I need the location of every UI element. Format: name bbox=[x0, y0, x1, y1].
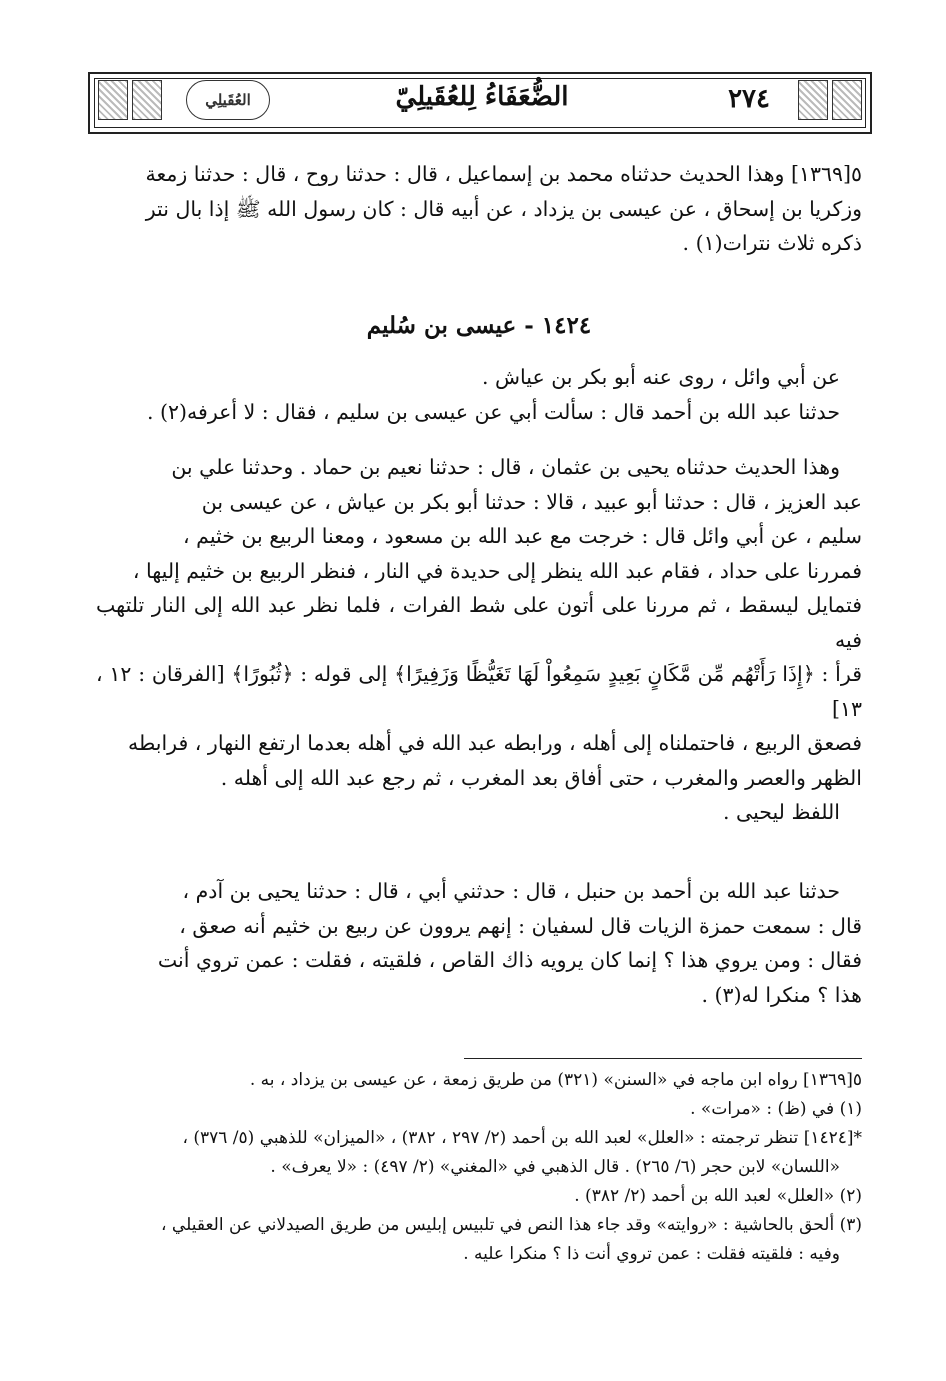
entry-paragraph-4: اللفظ ليحيى . bbox=[722, 800, 840, 824]
footnotes-block bbox=[96, 1066, 862, 1269]
entry-p3-line-2: عبد العزيز ، قال : حدثنا أبو عبيد ، قالا : حدثنا أبو بكر بن عياش ، عن عيسى بن bbox=[201, 489, 862, 514]
page-number: ٢٧٤ bbox=[728, 84, 770, 114]
entry-p3-line-7: فصعق الربيع ، فاحتملناه إلى أهله ، ورابطه عبد الله في أهله بعدما ارتفع النهار ، فرابطه bbox=[127, 731, 862, 755]
entry-p5-line-3: فقال : ومن يروي هذا ؟ إنما كان يرويه ذاك القاص ، فلقيته ، فقلت : عمن تروي أنت bbox=[157, 948, 862, 972]
entry-p5-line-4: هذا ؟ منكرا له(٣) . bbox=[701, 982, 862, 1007]
footnote-1: (١) في (ظ) : «مرات» . bbox=[690, 1099, 862, 1119]
entry-p3-line-6-quran: قرأ : ﴿إِذَا رَأَتْهُم مِّن مَّكَانٍ بَعِيدٍ سَمِعُواْ لَهَا تَغَيُّظًا وَزَفِيرًا﴾ إلى قوله : ﴿ثُبُورًا﴾ [الفرقان : ١٢ ، ١٣] bbox=[96, 662, 862, 721]
hadith-1369-line-2: وزكريا بن إسحاق ، عن عيسى بن يزداد ، عن أبيه قال : كان رسول الله ﷺ إذا بال نتر bbox=[145, 196, 862, 221]
entry-p3-line-4: فمررنا على حداد ، فقام عبد الله ينظر إلى حديدة في النار ، فنظر الربيع بن خثيم إليها ، bbox=[132, 558, 862, 583]
entry-p3-line-8: الظهر والعصر والمغرب ، حتى أفاق بعد المغرب ، ثم رجع عبد الله إلى أهله . bbox=[220, 765, 862, 790]
footnote-1369: ٥[١٣٦٩] رواه ابن ماجه في «السنن» (٣٢١) من طريق زمعة ، عن عيسى بن يزداد ، به . bbox=[249, 1070, 862, 1090]
entry-p3-line-5: فتمايل ليسقط ، ثم مررنا على أتون على شط الفرات ، فلما نظر عبد الله إلى النار تلتهب فيه bbox=[96, 593, 862, 652]
hadith-1369-block bbox=[96, 157, 862, 261]
entry-title: ١٤٢٤ - عيسى بن سُليم bbox=[366, 312, 592, 339]
entry-paragraph-1: عن أبي وائل ، روى عنه أبو بكر بن عياش . bbox=[481, 365, 840, 389]
page-header bbox=[88, 72, 872, 134]
header-seal-logo bbox=[186, 80, 270, 120]
header-ornament-right-inner bbox=[798, 80, 828, 120]
entry-p5-line-2: قال : سمعت حمزة الزيات قال لسفيان : إنهم يروون عن ربيع بن خثيم أنه صعق ، bbox=[179, 913, 862, 938]
entry-paragraph-3-block bbox=[96, 450, 862, 830]
header-ornament-right-outer bbox=[832, 80, 862, 120]
hadith-1369-line-1-text: وهذا الحديث حدثناه محمد بن إسماعيل ، قال : حدثنا روح ، قال : حدثنا زمعة bbox=[145, 162, 785, 186]
book-title: الضُّعَفَاءُ لِلعُقَيلِيّ bbox=[395, 82, 569, 112]
footnote-3-line-1: (٣) ألحق بالحاشية : «روايته» وقد جاء هذا النص في تلبيس إبليس من طريق الصيدلاني عن العقيلي ، bbox=[161, 1215, 862, 1235]
entry-paragraph-2: حدثنا عبد الله بن أحمد قال : سألت أبي عن عيسى بن سليم ، فقال : لا أعرفه(٢) . bbox=[146, 399, 840, 424]
footnote-1424-line-2: «اللسان» لابن حجر (٦/ ٢٦٥) . قال الذهبي في «المغني» (٢/ ٤٩٧) : «لا يعرف» . bbox=[270, 1157, 840, 1177]
footnote-3-line-2: وفيه : فلقيته فقلت : عمن تروي أنت ذا ؟ منكرا عليه . bbox=[463, 1244, 840, 1264]
footnote-2: (٢) «العلل» لعبد الله بن أحمد (٢/ ٣٨٢) . bbox=[574, 1186, 862, 1206]
entry-p5-line-1: حدثنا عبد الله بن أحمد بن حنبل ، قال : حدثني أبي ، قال : حدثنا يحيى بن آدم ، bbox=[182, 879, 840, 903]
entry-paragraph-5-block bbox=[96, 874, 862, 1012]
footnote-1424-line-1: *[١٤٢٤] تنظر ترجمته : «العلل» لعبد الله بن أحمد (٢/ ٢٩٧ ، ٣٨٢) ، «الميزان» للذهبي (٥/ ٣٧٦) ، bbox=[182, 1128, 862, 1148]
seal-text: العُقَيلِي bbox=[205, 91, 251, 109]
entry-p3-line-3: سليم ، عن أبي وائل قال : خرجت مع عبد الله بن مسعود ، ومعنا الربيع بن خثيم ، bbox=[183, 524, 862, 548]
header-ornament-left-outer bbox=[98, 80, 128, 120]
header-ornament-left-inner bbox=[132, 80, 162, 120]
hadith-1369-marker: ٥[١٣٦٩] bbox=[784, 162, 862, 186]
hadith-1369-line-1 bbox=[96, 157, 862, 192]
footnote-separator bbox=[464, 1058, 862, 1059]
entry-p3-line-1: وهذا الحديث حدثناه يحيى بن عثمان ، قال : حدثنا نعيم بن حماد . وحدثنا علي بن bbox=[171, 455, 840, 479]
hadith-1369-line-3: ذكره ثلاث نترات(١) . bbox=[682, 231, 862, 255]
entry-paragraph-1-block bbox=[96, 360, 862, 429]
